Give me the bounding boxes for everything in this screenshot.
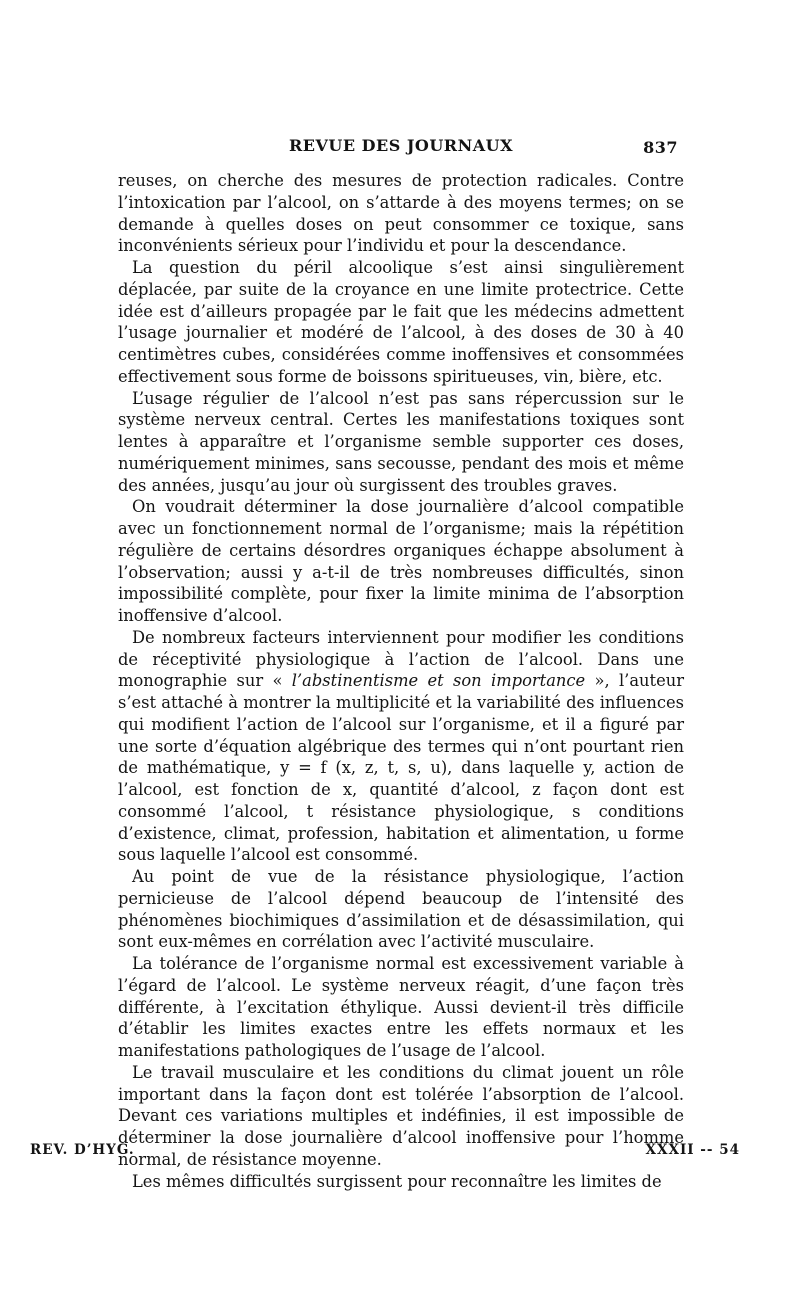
paragraph-8: Le travail musculaire et les conditions du climat jouent un rôle important dans la façon dont est tolérée l’absorption de l’alcool. Devant ces variations multiples et indéfinies, il est impossible de déterminer la dose journalière d’alcool inoffensive pour l’homme normal, de résistance moyenne.: [118, 1062, 684, 1169]
paragraph-4: On voudrait déterminer la dose journalière d’alcool compatible avec un fonctionnement normal de l’organisme; mais la répétition régulière de certains désordres organiques échappe absolument à l’observation; aussi y a-t-il de très nombreuses difficultés, sinon impossibilité complète, pour fixer la limite minima de l’absorption inoffensive d’alcool.: [118, 497, 684, 625]
paragraph-5-text-after: », l’auteur s’est attaché à montrer la multiplicité et la variabilité des influences qui modifient l’action de l’alcool sur l’organisme, et il a figuré par une sorte d’équation algébrique des termes qui n’ont pourtant rien de mathématique, y = f (x, z, t, s, u), dans laquelle y, action de l’alcool, est fonction de x, quantité d’alcool, z façon dont est consommé l’alcool, t résistance physiologique, s conditions d’existence, climat, profession, habitation et alimentation, u forme sous laquelle l’alcool est consommé.: [118, 671, 684, 865]
paragraph-5: [118, 627, 684, 866]
page-footer: [30, 1142, 740, 1164]
paragraph-6: Au point de vue de la résistance physiologique, l’action pernicieuse de l’alcool dépend beaucoup de l’intensité des phénomènes biochimiques d’assimilation et de désassimilation, qui sont eux-mêmes en corrélation avec l’activité musculaire.: [118, 867, 684, 952]
journal-section-title: REVUE DES JOURNAUX: [289, 136, 513, 155]
paragraph-2: La question du péril alcoolique s’est ainsi singulièrement déplacée, par suite de la croyance en une limite protectrice. Cette idée est d’ailleurs propagée par le fait que les médecins admettent l’usage journalier et modéré de l’alcool, à des doses de 30 à 40 centimètres cubes, considérées comme inoffensives et consommées effectivement sous forme de boissons spiritueuses, vin, bière, etc.: [118, 258, 684, 386]
footer-signature: XXXII -- 54: [645, 1142, 740, 1158]
paragraph-3: L’usage régulier de l’alcool n’est pas sans répercussion sur le système nerveux central. Certes les manifestations toxiques sont lentes à apparaître et l’organisme semble supporter ces doses, numériquement minimes, sans secousse, pendant des mois et même des années, jusqu’au jour où surgissent des troubles graves.: [118, 388, 684, 495]
footer-journal-abbrev: REV. D’HYG.: [30, 1142, 135, 1158]
paragraph-9: Les mêmes difficultés surgissent pour reconnaître les limites de: [132, 1171, 662, 1191]
paragraph-5-text-before: De nombreux facteurs interviennent pour modifier les conditions de réceptivité physiologique à l’action de l’alcool. Dans une monographie sur «: [118, 627, 684, 691]
page: [118, 136, 684, 1192]
monograph-title: l’abstinentisme et son importance: [291, 671, 586, 691]
paragraph-7: La tolérance de l’organisme normal est excessivement variable à l’égard de l’alcool. Le système nerveux réagit, d’une façon très différente, à l’excitation éthylique. Aussi devient-il très difficile d’établir les limites exactes entre les effets normaux et les manifestations pathologiques de l’usage de l’alcool.: [118, 954, 684, 1060]
page-number: 837: [643, 138, 678, 157]
running-head: [118, 136, 684, 164]
article-body: [118, 170, 684, 1192]
paragraph-1: reuses, on cherche des mesures de protection radicales. Contre l’intoxication par l’alcool, on s’attarde à des moyens termes; on se demande à quelles doses on peut consommer ce toxique, sans inconvénients sérieux pour l’individu et pour la descendance.: [118, 171, 684, 256]
